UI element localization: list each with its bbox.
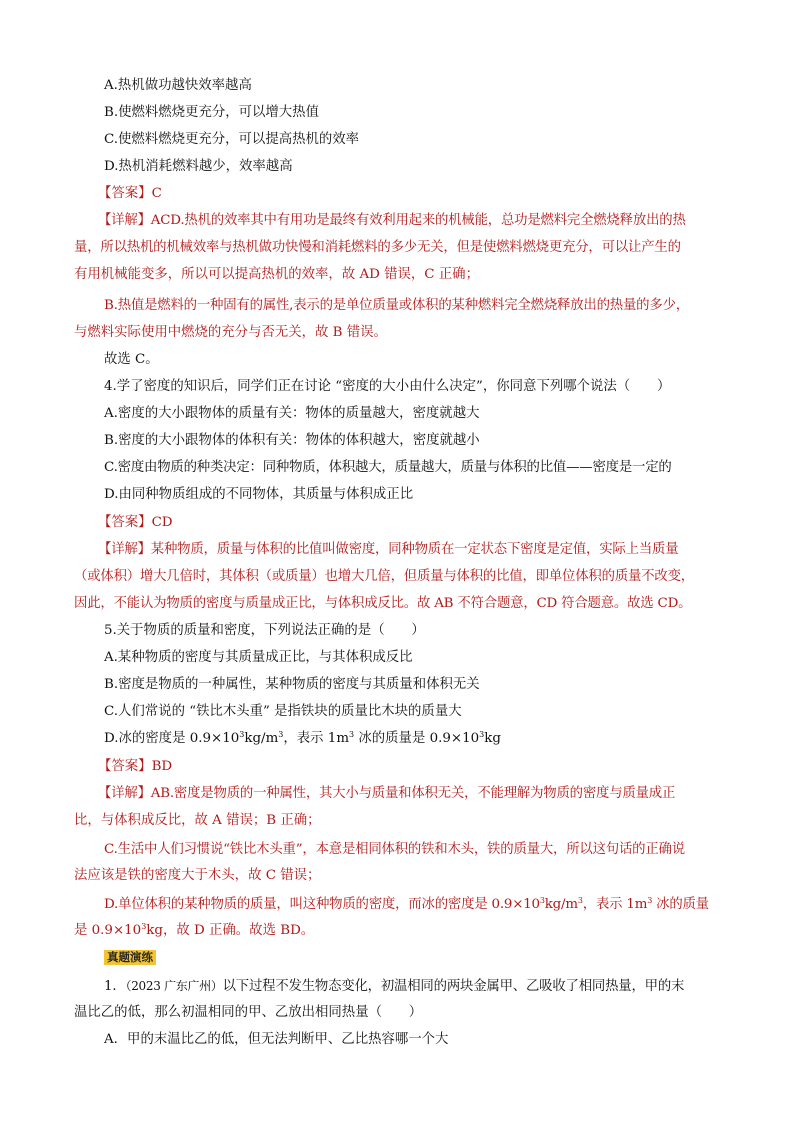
q4-stem: 4.学了密度的知识后，同学们正在讨论 “密度的大小由什么决定”，你同意下列哪个说法（ ）: [104, 379, 671, 394]
q5-option-b: B.密度是物质的一种属性，某种物质的密度与其质量和体积无关: [104, 677, 480, 692]
q4-detail-line: 因此，不能认为物质的密度与质量成正比，与体积成反比。故 AB 不符合题意，CD 符合题意。故选 CD。: [74, 596, 692, 611]
q5-answer: [0, 757, 794, 777]
q3-detail-line: B.热值是燃料的一种固有的属性,表示的是单位质量或体积的某种燃料完全燃烧释放出的热量的多少，: [104, 298, 689, 313]
q5-option-a: A.某种物质的密度与其质量成正比，与其体积成反比: [104, 650, 413, 665]
answer-value: CD: [151, 515, 173, 530]
q3-detail-line: 【详解】ACD.热机的效率其中有用功是最终有效利用起来的机械能，总功是燃料完全燃烧释放出的热: [98, 213, 686, 228]
z1-stem-line: 1．（2023 广东广州）以下过程不发生物态变化，初温相同的两块金属甲、乙吸收了相同热量，甲的末: [104, 979, 685, 994]
q4-detail-line: 【详解】某种物质，质量与体积的比值叫做密度，同种物质在一定状态下密度是定值，实际上当质量: [98, 542, 679, 557]
q5-detail-line: 比，与体积成反比，故 A 错误；B 正确；: [74, 813, 321, 828]
z1-option-a: A．甲的末温比乙的低，但无法判断甲、乙比热容哪一个大: [104, 1032, 449, 1047]
q3-detail-line: 量，所以热机的机械效率与热机做功快慢和消耗燃料的多少无关，但是使燃料燃烧更充分，可以让产生的: [74, 240, 681, 255]
z1-stem-line: 温比乙的低，那么初温相同的甲、乙放出相同热量（ ）: [74, 1005, 423, 1020]
question-number: 1．: [104, 979, 126, 994]
q3-option-c: C.使燃料燃烧更充分，可以提高热机的效率: [104, 132, 360, 147]
q5-detail-line: D.单位体积的某种物质的质量，叫这种物质的密度，而冰的密度是 $0.9\times 10^3kg/m^3$，表示 $1m^3$ 冰的质量: [104, 896, 709, 912]
detail-label: 【详解】: [98, 542, 151, 557]
question-source: （2023 广东广州）: [125, 979, 223, 993]
q5-option-d: D.冰的密度是 $0.9\times 10^3kg/m^3$，表示 $1m^3$ 冰的质量是 $0.9\times 10^3kg$: [104, 730, 501, 746]
q3-answer: [0, 184, 794, 204]
q3-option-d: D.热机消耗燃料越少，效率越高: [104, 159, 293, 174]
q3-detail-line: 有用机械能变多，所以可以提高热机的效率，故 AD 错误，C 正确；: [74, 267, 479, 282]
answer-label: 【答案】: [98, 515, 152, 530]
section-title: 真题演练: [104, 950, 156, 965]
answer-value: C: [151, 186, 162, 201]
q4-option-a: A.密度的大小跟物体的质量有关：物体的质量越大，密度就越大: [104, 406, 480, 421]
answer-label: 【答案】: [98, 186, 152, 201]
answer-label: 【答案】: [98, 759, 152, 774]
q5-detail-line: 是 $0.9\times 10^3kg$，故 D 正确。故选 BD。: [74, 922, 315, 938]
q3-conclusion: 故选 C。: [104, 352, 159, 367]
q3-detail-line: 与燃料实际使用中燃烧的充分与否无关，故 B 错误。: [74, 325, 387, 340]
q4-answer: [0, 513, 794, 533]
q5-detail-line: C.生活中人们习惯说“铁比木头重”，本意是相同体积的铁和木头，铁的质量大，所以这句话的正确说: [104, 842, 685, 857]
q4-option-c: C.密度由物质的种类决定：同种物质，体积越大，质量越大，质量与体积的比值——密度是一定的: [104, 460, 672, 475]
q3-option-a: A.热机做功越快效率越高: [104, 78, 252, 93]
q5-detail-line: 【详解】AB.密度是物质的一种属性，其大小与质量和体积无关，不能理解为物质的密度与质量成正: [98, 786, 676, 801]
q5-detail-line: 法应该是铁的密度大于木头，故 C 错误；: [74, 868, 321, 883]
q5-stem: 5.关于物质的质量和密度，下列说法正确的是（ ）: [104, 623, 425, 638]
answer-value: BD: [151, 759, 173, 774]
section-header: [0, 948, 794, 968]
q5-option-c: C.人们常说的 “铁比木头重” 是指铁块的质量比木块的质量大: [104, 704, 462, 719]
detail-label: 【详解】: [98, 786, 151, 801]
q4-option-b: B.密度的大小跟物体的体积有关：物体的体积越大，密度就越小: [104, 433, 480, 448]
q4-detail-line: （或体积）增大几倍时，其体积（或质量）也增大几倍，但质量与体积的比值，即单位体积的质量不改变，: [74, 569, 694, 584]
detail-label: 【详解】: [98, 213, 151, 228]
q3-option-b: B.使燃料燃烧更充分，可以增大热值: [104, 105, 319, 120]
q4-option-d: D.由同种物质组成的不同物体，其质量与体积成正比: [104, 487, 414, 502]
